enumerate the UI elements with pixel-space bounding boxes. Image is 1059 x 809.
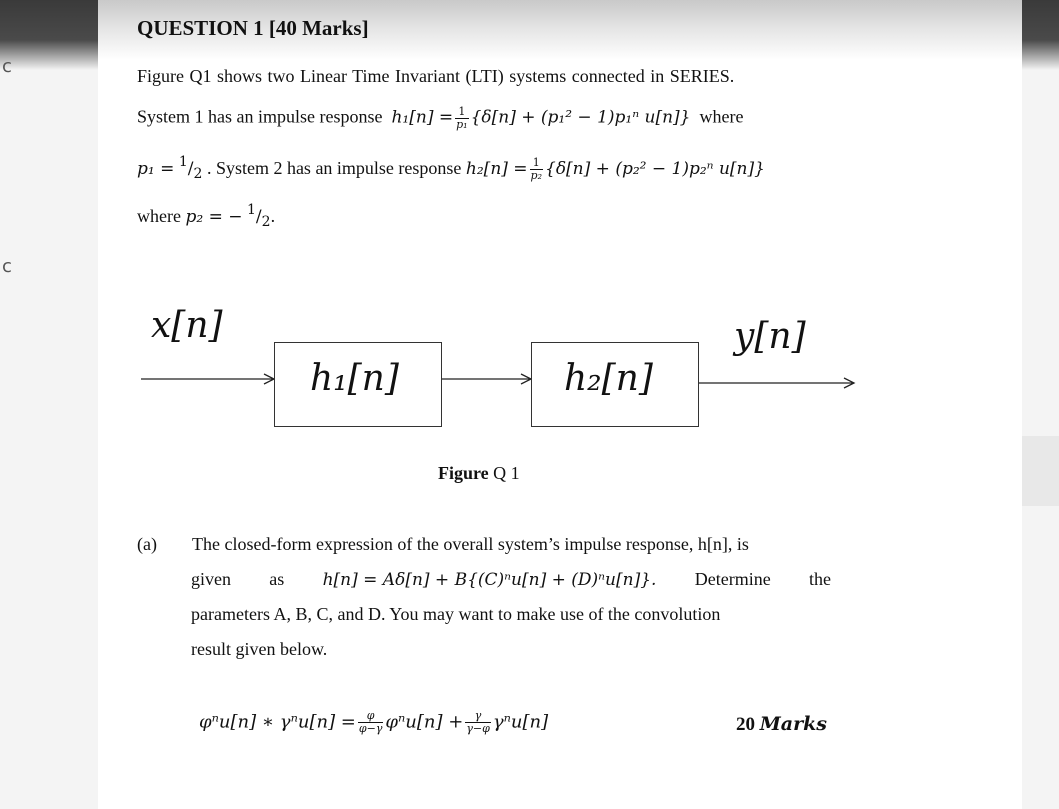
h1-lhs: h₁[n] = — [391, 107, 454, 128]
h1-fraction — [455, 106, 468, 131]
h1-frac-num: 1 — [455, 106, 468, 119]
conv-lhs: φⁿu[n] ∗ γⁿu[n] = — [199, 711, 356, 733]
system1-text: System 1 has an impulse response — [137, 106, 383, 127]
conv-f2-num: γ — [465, 710, 491, 723]
p1-num: 1 — [178, 154, 188, 170]
p2-den: 2 — [261, 214, 271, 230]
convolution-formula — [199, 710, 548, 735]
conv-f2-den: γ−φ — [466, 722, 490, 735]
caption-rest: Q 1 — [488, 463, 520, 483]
conv-mid: φⁿu[n] + — [385, 711, 464, 733]
system2-line — [137, 154, 765, 182]
part-a-line2 — [191, 569, 831, 590]
p1-den: 2 — [193, 166, 203, 182]
part-a-line3: parameters A, B, C, and D. You may want to make use of the convolution — [191, 604, 721, 624]
output-signal-label: y[n] — [734, 316, 806, 357]
p2-value: $^1/_2$ — [246, 202, 271, 230]
marks-label — [736, 713, 827, 736]
h2-rhs: {δ[n] + (p₂² − 1)p₂ⁿ u[n]} — [545, 159, 765, 179]
block-h1-label: h₁[n] — [310, 358, 399, 399]
where-text: where — [699, 106, 744, 127]
intro-line: Figure Q1 shows two Linear Time Invariant (LTI) systems connected in SERIES. — [137, 66, 735, 86]
system1-line — [137, 106, 743, 131]
conv-frac1 — [358, 710, 384, 735]
input-signal-label: x[n] — [151, 305, 223, 346]
h1-frac-den: p₁ — [456, 118, 468, 131]
p2-end: . — [270, 206, 276, 226]
conv-f1-den: φ−γ — [358, 722, 383, 735]
where2-text: where — [137, 206, 181, 226]
background-glyph: c — [2, 256, 12, 277]
document-page — [98, 0, 1022, 809]
marks-number: 20 — [736, 714, 755, 735]
determine-text: Determine — [694, 569, 771, 589]
h2-lhs: h₂[n] = — [465, 159, 528, 179]
conv-end: γⁿu[n] — [492, 711, 549, 733]
given-text: given — [191, 569, 231, 589]
h2-fraction — [530, 157, 543, 182]
p2-num: 1 — [246, 202, 256, 218]
overall-formula: h[n] = Aδ[n] + B{(C)ⁿu[n] + (D)ⁿu[n]}. — [322, 570, 657, 590]
h1-rhs: {δ[n] + (p₁² − 1)p₁ⁿ u[n]} — [470, 107, 691, 128]
h2-frac-num: 1 — [530, 157, 543, 170]
background-left — [0, 0, 98, 809]
part-a-line4: result given below. — [191, 639, 328, 659]
p2-line — [137, 202, 275, 230]
background-band — [1022, 436, 1059, 506]
p1-value: $^1/_2$ — [178, 154, 203, 182]
conv-f1-num: φ — [358, 710, 384, 723]
background-right — [1022, 0, 1059, 809]
marks-word: Marks — [759, 713, 827, 735]
figure-caption — [438, 463, 520, 484]
caption-bold: Figure — [438, 463, 489, 483]
part-a-label: (a) — [137, 534, 157, 554]
h2-frac-den: p₂ — [530, 169, 542, 183]
background-glyph: c — [2, 56, 12, 77]
question-heading: QUESTION 1 [40 Marks] — [137, 16, 369, 40]
conv-frac2 — [465, 710, 491, 735]
block-h2-label: h₂[n] — [564, 358, 653, 399]
system2-text: . System 2 has an impulse response — [206, 158, 462, 178]
as-text: as — [269, 569, 285, 589]
part-a-line1: The closed-form expression of the overall system’s impulse response, h[n], is — [192, 534, 749, 554]
p1-lhs: p₁ = — [137, 159, 175, 179]
the-text: the — [809, 569, 831, 589]
p2-lhs: p₂ = − — [185, 207, 243, 227]
